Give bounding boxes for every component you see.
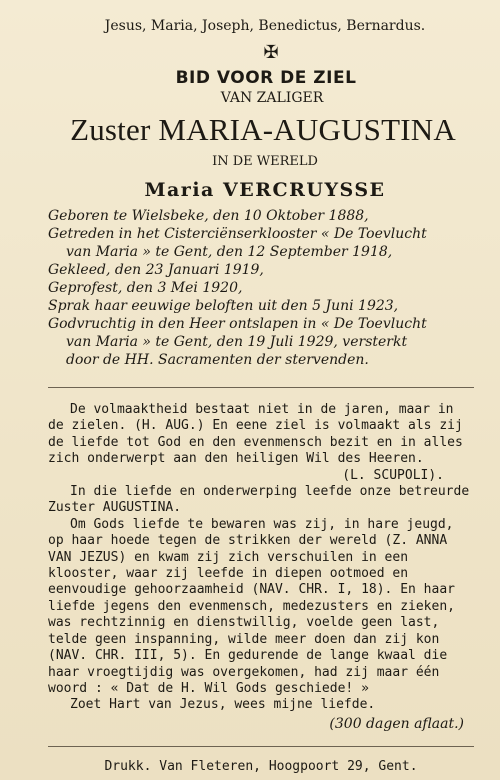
meditation-text	[48, 402, 474, 714]
quote-source: (L. SCUPOLI).	[342, 467, 444, 483]
cross-icon: ✠	[263, 42, 279, 63]
fact-entered: Getreden in het Cisterciënserklooster « De Toevlucht	[48, 226, 427, 242]
indulgence-note: (300 dagen aflaat.)	[329, 715, 464, 732]
divider	[48, 387, 474, 388]
paragraph-gods-liefde: Om Gods liefde te bewaren was zij, in hare jeugd, op haar hoede tegen de strikken der wereld (Z. ANNA VAN JEZUS) en kwam zij zich verschuilen in een klooster, waar zij leefde in diepen ootmoed en eenvoudige gehoorzaamheid (NAV. CHR. I, 18). En haar liefde jegens den evenmensch, medezusters en zieken, was rechtzinnig en dienstwillig, voelde geen last, telde geen inspanning, wilde meer doen dan zij kon (NAV. CHR. III, 5). En gedurende de lange kwaal die haar vroegtijdig was overgekomen, had zij maar één woord : « Dat de H. Wil Gods geschiede! »	[48, 516, 455, 696]
footer-divider	[48, 746, 474, 747]
fact-professed: Geprofest, den 3 Mei 1920,	[48, 280, 243, 296]
fact-birth: Geboren te Wielsbeke, den 10 Oktober 1888,	[48, 208, 369, 224]
saints-line: Jesus, Maria, Joseph, Benedictus, Bernardus.	[104, 18, 426, 34]
printer-line: Drukk. Van Fleteren, Hoogpoort 29, Gent.	[104, 758, 418, 774]
prayer-line: Zoet Hart van Jezus, wees mijne liefde.	[70, 697, 376, 713]
van-zaliger: VAN ZALIGER	[220, 90, 324, 106]
fact-clothed: Gekleed, den 23 Januari 1919,	[48, 262, 264, 278]
biography-facts	[48, 207, 474, 369]
fact-death-cont2: door de HH. Sacramenten der stervenden.	[66, 352, 369, 368]
in-de-wereld: IN DE WERELD	[212, 154, 318, 169]
prayer-heading: BID VOOR DE ZIEL	[175, 68, 357, 88]
paragraph-volmaaktheid: De volmaaktheid bestaat niet in de jaren, maar in de zielen. (H. AUG.) En eene ziel is volmaakt als zij de liefde tot God en den evenmensch bezit en in alles zich onderwerpt aan den heiligen Wil des Heeren.	[48, 402, 463, 467]
fact-vows: Sprak haar eeuwige beloften uit den 5 Juni 1923,	[48, 298, 399, 314]
deceased-name: Zuster MARIA-AUGUSTINA	[70, 112, 456, 147]
fact-death-cont: van Maria » te Gent, den 19 Juli 1929, versterkt	[66, 334, 408, 350]
paragraph-liefde: In die liefde en onderwerping leefde onze betreurde Zuster AUGUSTINA.	[48, 484, 470, 516]
fact-entered-cont: van Maria » te Gent, den 12 September 1918,	[66, 244, 393, 260]
world-name: Maria VERCRUYSSE	[144, 179, 386, 201]
fact-death: Godvruchtig in den Heer ontslapen in « De Toevlucht	[48, 316, 427, 332]
